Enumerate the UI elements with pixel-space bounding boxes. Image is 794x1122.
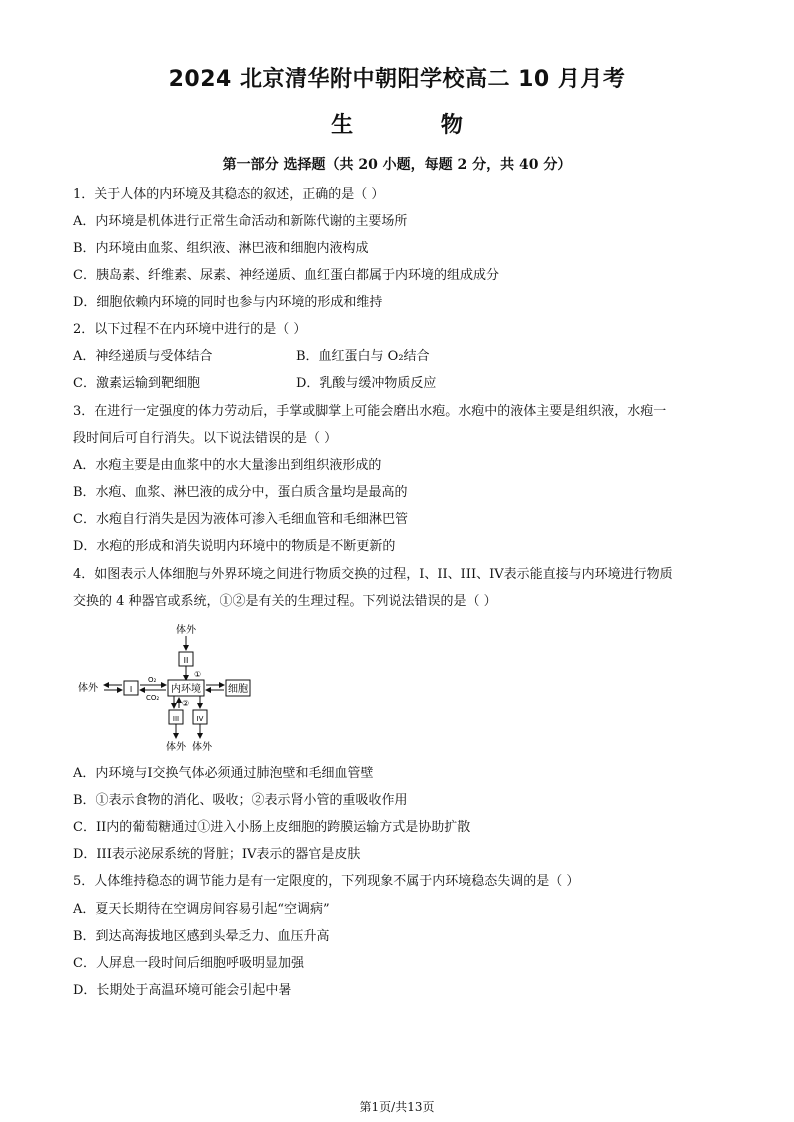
page-footer: 第1页/共13页 — [359, 1100, 435, 1114]
section-heading: 第一部分 选择题（共 20 小题，每题 2 分，共 40 分） — [222, 157, 572, 173]
q3-option-d: D．水疱的形成和消失说明内环境中的物质是不断更新的 — [73, 539, 396, 554]
exchange-diagram — [78, 622, 278, 757]
q2-option-c: C．激素运输到靶细胞 — [73, 376, 200, 391]
q3-option-a: A．水疱主要是由血浆中的水大量渗出到组织液形成的 — [73, 458, 382, 473]
q5-option-a: A．夏天长期待在空调房间容易引起“空调病” — [73, 902, 330, 917]
q1-option-a: A．内环境是机体进行正常生命活动和新陈代谢的主要场所 — [73, 214, 408, 229]
q2-option-a: A．神经递质与受体结合 — [73, 349, 213, 364]
outside-left-label: 体外 — [78, 683, 98, 694]
q1-stem: 1．关于人体的内环境及其稳态的叙述，正确的是（ ） — [73, 187, 385, 202]
q5-option-d: D．长期处于高温环境可能会引起中暑 — [73, 983, 292, 998]
process-1-label: ① — [194, 670, 202, 679]
co2-label: CO₂ — [146, 694, 160, 702]
q2-stem: 2．以下过程不在内环境中进行的是（ ） — [73, 322, 307, 337]
outside-bottom-label-1: 体外 — [166, 742, 186, 753]
q4-stem-line1: 4．如图表示人体细胞与外界环境之间进行物质交换的过程，I、II、III、IV表示能直接与内环境进行物质 — [73, 567, 673, 582]
exam-title: 2024 北京清华附中朝阳学校高二 10 月月考 — [168, 67, 626, 92]
q3-option-b: B．水疱、血浆、淋巴液的成分中，蛋白质含量均是最高的 — [73, 485, 408, 500]
box-iii-label: III — [172, 715, 180, 723]
process-2-label: ② — [182, 699, 190, 708]
q3-option-c: C．水疱自行消失是因为液体可渗入毛细血管和毛细淋巴管 — [73, 512, 408, 527]
q4-option-a: A．内环境与I交换气体必须通过肺泡壁和毛细血管壁 — [73, 766, 374, 781]
subject-title: 生 物 — [331, 113, 503, 138]
outside-top-label: 体外 — [176, 625, 196, 636]
q5-option-c: C．人屏息一段时间后细胞呼吸明显加强 — [73, 956, 304, 971]
inner-env-label: 内环境 — [171, 684, 201, 695]
q4-option-b: B．①表示食物的消化、吸收；②表示肾小管的重吸收作用 — [73, 793, 408, 808]
box-iv-label: IV — [196, 715, 204, 723]
q4-stem-line2: 交换的 4 种器官或系统，①②是有关的生理过程。下列说法错误的是（ ） — [73, 594, 497, 609]
box-i-label: I — [129, 685, 133, 694]
q2-options-row1 — [73, 348, 713, 366]
q1-option-d: D．细胞依赖内环境的同时也参与内环境的形成和维持 — [73, 295, 383, 310]
q3-stem-line2: 段时间后可自行消失。以下说法错误的是（ ） — [73, 431, 338, 446]
q2-option-b: B．血红蛋白与 O₂结合 — [296, 349, 430, 364]
outside-bottom-label-2: 体外 — [192, 742, 212, 753]
q4-option-c: C．II内的葡萄糖通过①进入小肠上皮细胞的跨膜运输方式是协助扩散 — [73, 820, 471, 835]
q5-option-b: B．到达高海拔地区感到头晕乏力、血压升高 — [73, 929, 330, 944]
box-ii-label: II — [183, 656, 189, 665]
q2-options-row2 — [73, 375, 713, 393]
q2-option-d: D．乳酸与缓冲物质反应 — [296, 376, 437, 391]
q4-option-d: D．III表示泌尿系统的肾脏；IV表示的器官是皮肤 — [73, 847, 361, 862]
q5-stem: 5．人体维持稳态的调节能力是有一定限度的，下列现象不属于内环境稳态失调的是（ ） — [73, 874, 580, 889]
q1-option-c: C．胰岛素、纤维素、尿素、神经递质、血红蛋白都属于内环境的组成成分 — [73, 268, 499, 283]
q3-stem-line1: 3．在进行一定强度的体力劳动后，手掌或脚掌上可能会磨出水疱。水疱中的液体主要是组织液，水疱一 — [73, 404, 667, 419]
q1-option-b: B．内环境由血浆、组织液、淋巴液和细胞内液构成 — [73, 241, 369, 256]
cell-label: 细胞 — [228, 684, 248, 695]
o2-label: O₂ — [148, 676, 157, 684]
